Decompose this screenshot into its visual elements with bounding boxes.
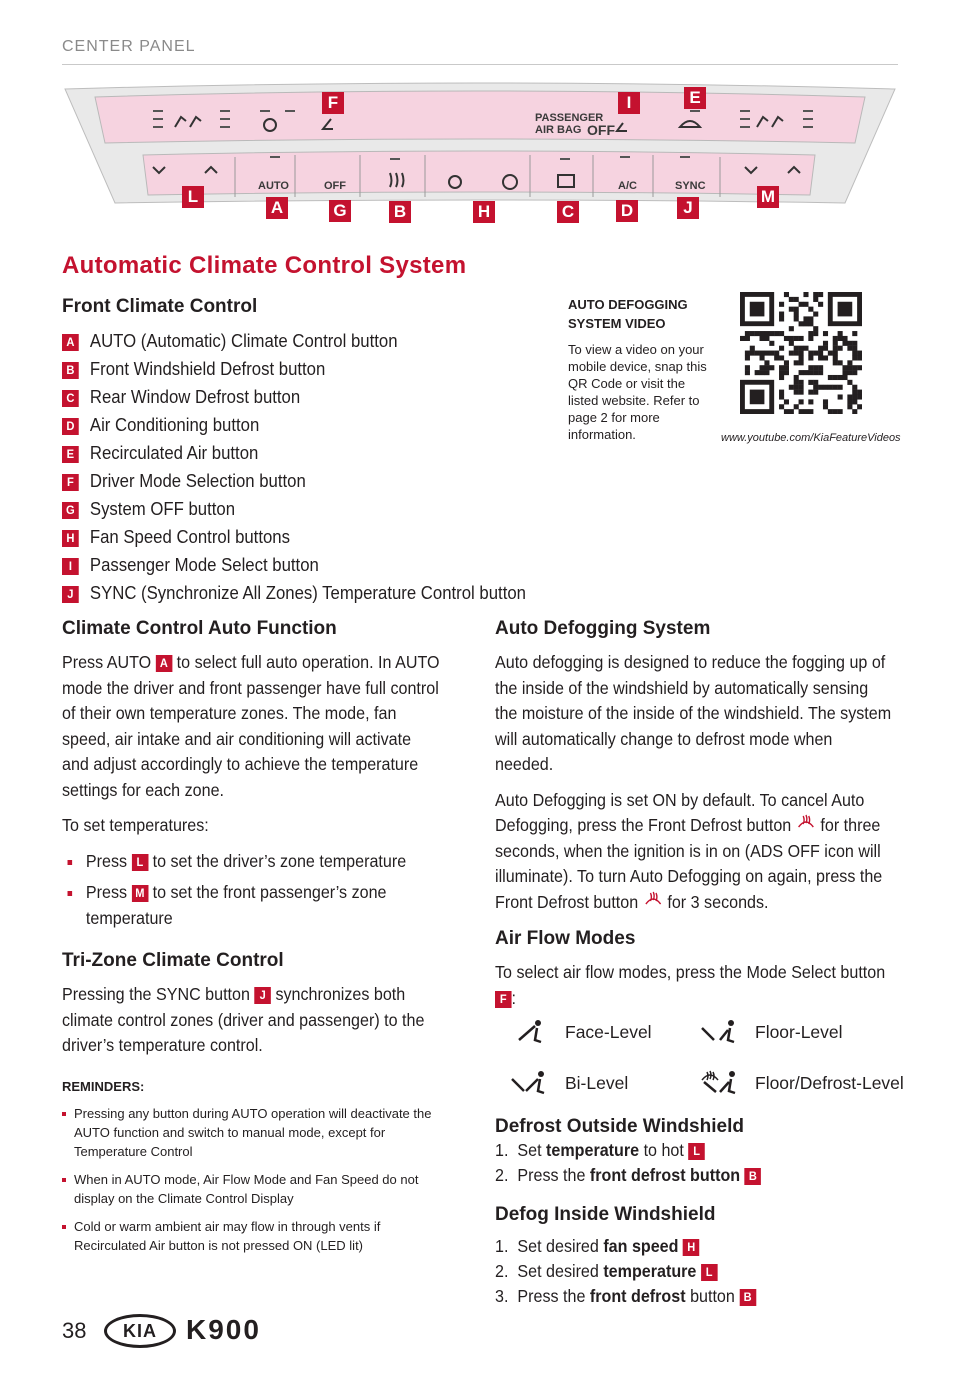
floor-defrost-level-label: Floor/Defrost-Level xyxy=(755,1072,904,1093)
passenger-airbag-label-2: AIR BAG xyxy=(535,124,582,136)
tri-zone-text: Pressing the SYNC button J synchronizes both climate control zones (driver and passenger) to the driver’s temperature control. xyxy=(62,984,425,1055)
list-item: Pressing any button during AUTO operation will deactivate the AUTO function and switch to manual mode, except for Temperature Control xyxy=(62,1104,442,1161)
auto-function-section xyxy=(62,618,472,937)
reminders-title: REMINDERS: xyxy=(62,1079,145,1094)
list-item: B Front Windshield Defrost button xyxy=(62,356,546,384)
air-flow-modes xyxy=(495,1018,915,1098)
face-level-icon xyxy=(495,1018,565,1046)
air-flow-heading: Air Flow Modes xyxy=(495,928,636,949)
front-climate-heading: Front Climate Control xyxy=(62,296,258,317)
floor-level-label: Floor-Level xyxy=(755,1021,843,1042)
auto-defog-text-2: Auto Defogging is set ON by default. To cancel Auto Defogging, press the Front Defrost button for three seconds, when the ignition is in on (ADS OFF icon will illuminate). To turn Auto Defogging on again, press the Front Defrost button for 3 seconds. xyxy=(495,789,883,912)
list-item: Press M to set the front passenger’s zone temperature xyxy=(62,880,441,931)
air-flow-section xyxy=(495,928,895,1021)
list-item: 3. Press the front defrost button B xyxy=(495,1284,892,1309)
marker-l: L xyxy=(182,186,204,208)
bi-level-icon xyxy=(495,1069,565,1097)
auto-defog-section xyxy=(495,618,895,925)
tri-zone-section xyxy=(62,950,472,1069)
list-item: 1. Set temperature to hot L xyxy=(495,1138,892,1163)
reminders-box xyxy=(62,1077,442,1264)
list-item: C Rear Window Defrost button xyxy=(62,384,546,412)
panel-sync-label: SYNC xyxy=(675,180,706,192)
list-item: 2. Set desired temperature L xyxy=(495,1259,892,1284)
panel-auto-label: AUTO xyxy=(258,180,289,192)
marker-h: H xyxy=(473,201,495,223)
set-temps-text: To set temperatures: xyxy=(62,815,209,835)
auto-function-text: Press AUTO A to select full auto operation. In AUTO mode the driver and front passenger have full control of their own temperature zones. The mode, fan speed, air intake and air conditioning will activate and adjust accordingly to achieve the temperature settings for each zone. xyxy=(62,652,440,800)
list-item: A AUTO (Automatic) Climate Control button xyxy=(62,328,546,356)
bi-level-label: Bi-Level xyxy=(565,1072,629,1093)
tri-zone-heading: Tri-Zone Climate Control xyxy=(62,950,284,971)
passenger-airbag-label-1: PASSENGER xyxy=(535,112,604,124)
qr-url-link[interactable]: www.youtube.com/KiaFeatureVideos xyxy=(721,432,901,444)
defog-inside-section xyxy=(495,1204,895,1309)
qr-code[interactable] xyxy=(740,292,862,414)
page-number: 38 xyxy=(62,1318,87,1343)
list-item: I Passenger Mode Select button xyxy=(62,552,546,580)
auto-function-heading: Climate Control Auto Function xyxy=(62,618,337,639)
section-header: CENTER PANEL xyxy=(62,38,196,55)
defog-inside-heading: Defog Inside Windshield xyxy=(495,1204,716,1225)
list-item: H Fan Speed Control buttons xyxy=(62,524,546,552)
front-defrost-icon xyxy=(796,813,816,831)
front-defrost-icon xyxy=(643,890,663,908)
floor-level-icon xyxy=(685,1018,755,1046)
marker-e: E xyxy=(684,87,706,109)
kia-logo: KIA xyxy=(104,1314,176,1348)
qr-title: AUTO DEFOGGING SYSTEM VIDEO xyxy=(568,297,688,331)
list-item: Press L to set the driver’s zone temperature xyxy=(62,849,441,875)
page-title: Automatic Climate Control System xyxy=(62,252,467,279)
list-item: J SYNC (Synchronize All Zones) Temperature Control button xyxy=(62,580,546,608)
auto-defog-heading: Auto Defogging System xyxy=(495,618,711,639)
defrost-outside-section xyxy=(495,1116,895,1188)
panel-off-label: OFF xyxy=(324,180,346,192)
list-item: When in AUTO mode, Air Flow Mode and Fan Speed do not display on the Climate Control Display xyxy=(62,1170,442,1208)
list-item: 2. Press the front defrost button B xyxy=(495,1163,892,1188)
model-logo: K900 xyxy=(186,1314,261,1345)
header-divider xyxy=(62,64,898,65)
air-flow-text: To select air flow modes, press the Mode Select button F : xyxy=(495,962,886,1008)
marker-g: G xyxy=(329,200,351,222)
auto-defog-text-1: Auto defogging is designed to reduce the fogging up of the inside of the windshield by automatically sensing the moisture of the inside of the windshield. The system will automatically change to defrost mode when needed. xyxy=(495,652,892,774)
passenger-airbag-state: OFF xyxy=(587,122,615,138)
qr-info xyxy=(568,295,713,443)
face-level-label: Face-Level xyxy=(565,1021,652,1042)
marker-i: I xyxy=(618,92,640,114)
qr-description: To view a video on your mobile device, snap this QR Code or visit the listed website. Refer to page 2 for more information. xyxy=(568,342,707,442)
marker-b: B xyxy=(389,201,411,223)
floor-defrost-level-icon xyxy=(685,1068,755,1098)
marker-a: A xyxy=(266,197,288,219)
front-climate-list xyxy=(62,328,582,608)
marker-j: J xyxy=(677,197,699,219)
list-item: D Air Conditioning button xyxy=(62,412,546,440)
marker-c: C xyxy=(557,201,579,223)
list-item: G System OFF button xyxy=(62,496,546,524)
list-item: E Recirculated Air button xyxy=(62,440,546,468)
defrost-outside-heading: Defrost Outside Windshield xyxy=(495,1116,744,1137)
temp-bullets xyxy=(62,849,441,932)
list-item: F Driver Mode Selection button xyxy=(62,468,546,496)
panel-ac-label: A/C xyxy=(618,180,637,192)
marker-f: F xyxy=(322,92,344,114)
marker-d: D xyxy=(616,200,638,222)
list-item: 1. Set desired fan speed H xyxy=(495,1234,892,1259)
marker-m: M xyxy=(757,186,779,208)
list-item: Cold or warm ambient air may flow in through vents if Recirculated Air button is not pressed ON (LED lit) xyxy=(62,1217,442,1255)
